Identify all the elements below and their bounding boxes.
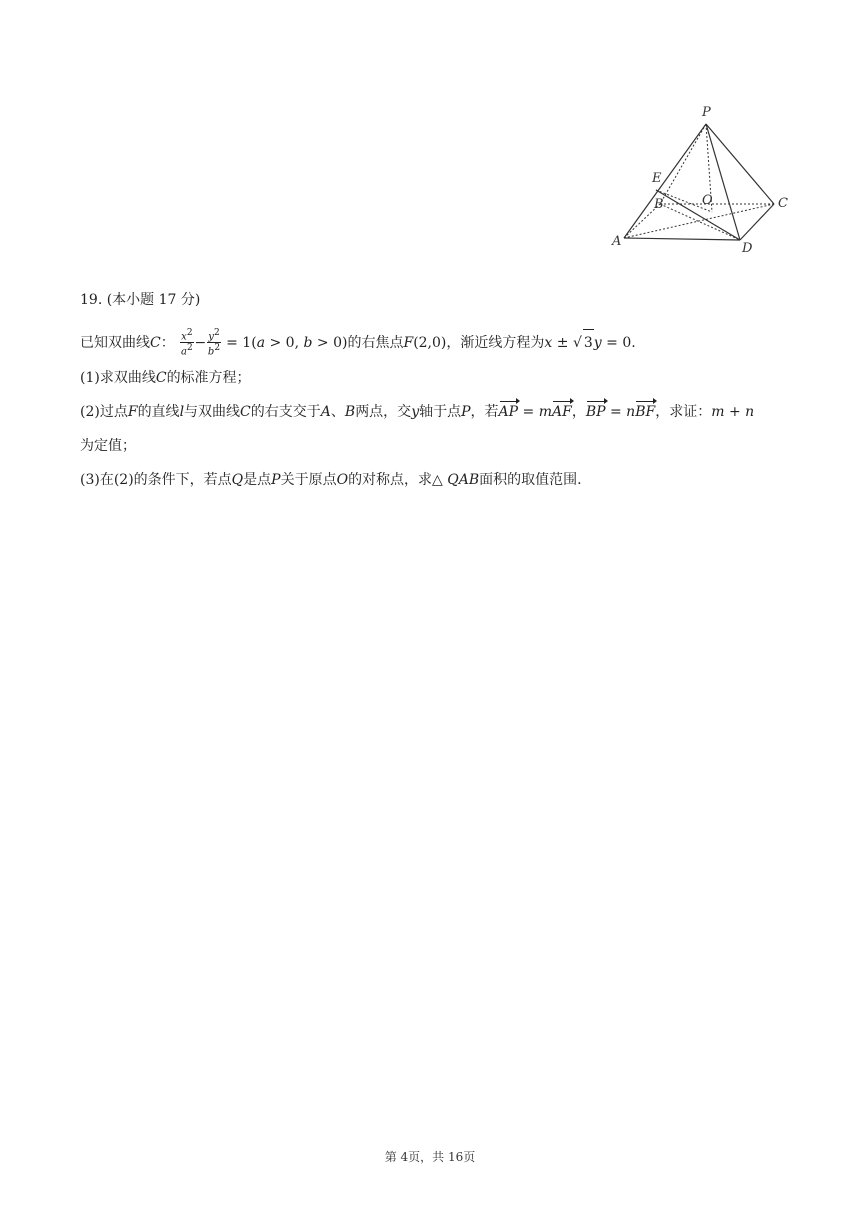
- question-1: (1)求双曲线C的标准方程；: [80, 370, 251, 386]
- fraction-x2-a2: $\frac{x^2}{a^2}$: [181, 328, 193, 358]
- fraction-y2-b2: $\frac{y^2}{b^2}$: [207, 328, 221, 358]
- question-3: (3)在(2)的条件下，若点Q是点P关于原点O的对称点，求△ QAB面积的取值范围.: [80, 472, 582, 488]
- edge-PB: [660, 124, 706, 204]
- edge-PA: [624, 124, 706, 238]
- label-P: P: [702, 105, 711, 120]
- vector-BF: BF: [635, 404, 656, 420]
- diag-BD: [660, 204, 740, 240]
- label-O: O: [702, 193, 713, 208]
- pyramid-figure: [604, 98, 804, 260]
- problem-header: 19. (本小题 17 分): [80, 292, 201, 308]
- question-2: (2)过点F的直线l与双曲线C的右支交于A、B两点，交y轴于点P，若AP = mAF，BP = nBF，求证：m + n: [80, 404, 755, 420]
- label-A: A: [612, 234, 622, 249]
- question-2-continued: 为定值；: [80, 438, 136, 454]
- edge-AD: [624, 238, 740, 240]
- vector-BP: BP: [585, 404, 606, 420]
- problem-given: 已知双曲线C： $\frac{x^2}{a^2}$ − $\frac{y^2}{b^2}$ = 1(a > 0, b > 0)的右焦点F(2,0)，渐近线方程为x ± √ 3y = 0.: [80, 328, 636, 358]
- page-footer: 第 4页，共 16页: [384, 1150, 476, 1164]
- label-D: D: [742, 241, 753, 256]
- label-E: E: [652, 171, 662, 186]
- vector-AF: AF: [551, 404, 572, 420]
- diag-AC: [624, 204, 774, 238]
- label-C: C: [778, 196, 788, 211]
- label-B: B: [654, 197, 664, 212]
- edge-PC: [706, 124, 774, 204]
- edge-DC: [740, 204, 774, 240]
- vector-AP: AP: [498, 404, 519, 420]
